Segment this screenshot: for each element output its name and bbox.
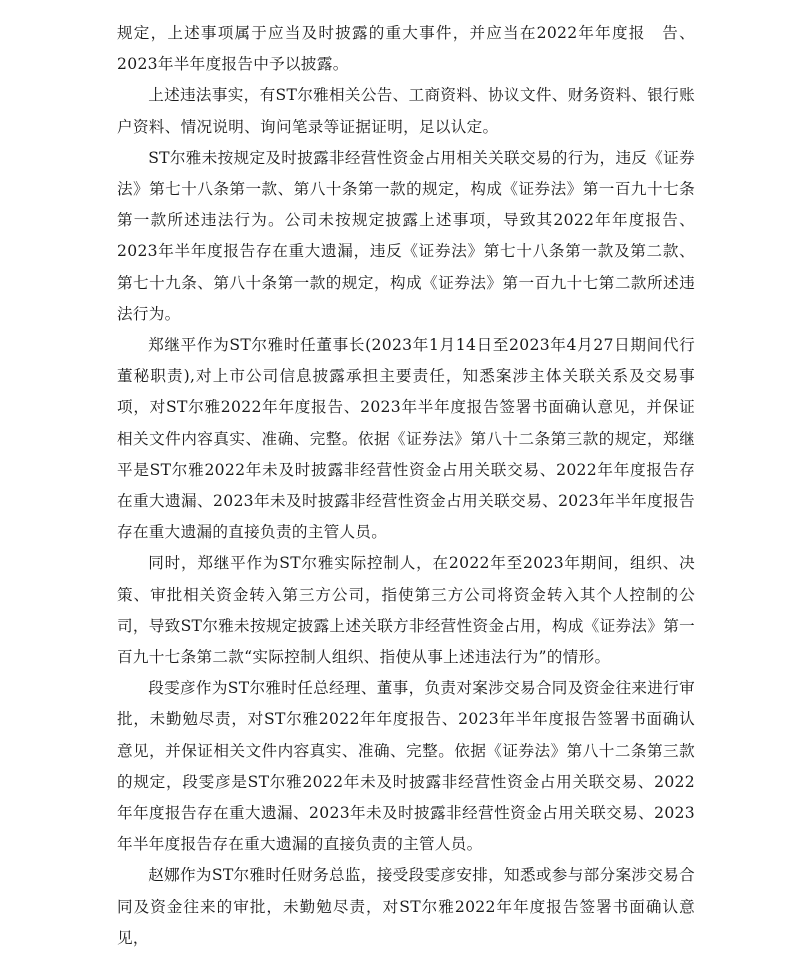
document-page — [117, 18, 695, 954]
paragraph-general-manager-responsibility: 段雯彦作为ST尔雅时任总经理、董事，负责对案涉交易合同及资金往来进行审批，未勤勉尽责，对ST尔雅2022年年度报告、2023年半年度报告签署书面确认意见，并保证相关文件内容真实、准确、完整。依据《证券法》第八十二条第三款的规定，段雯彦是ST尔雅2022年未及时披露非经营性资金占用关联交易、2022年年度报告存在重大遗漏、2023年未及时披露非经营性资金占用关联交易、2023年半年度报告存在重大遗漏的直接负责的主管人员。 — [117, 679, 695, 854]
paragraph-disclosure-obligation: 规定，上述事项属于应当及时披露的重大事件，并应当在2022年年度报 告、2023年半年度报告中予以披露。 — [117, 24, 695, 74]
paragraph-controller-responsibility: 同时，郑继平作为ST尔雅实际控制人，在2022年至2023年期间，组织、决策、审批相关资金转入第三方公司，指使第三方公司将资金转入其个人控制的公司，导致ST尔雅未按规定披露上述关联方非经营性资金占用，构成《证券法》第一百九十七条第二款“实际控制人组织、指使从事上述违法行为”的情形。 — [117, 554, 695, 667]
paragraph-evidence: 上述违法事实，有ST尔雅相关公告、工商资料、协议文件、财务资料、银行账户资料、情况说明、询问笔录等证据证明，足以认定。 — [117, 86, 695, 136]
paragraph-company-violation: ST尔雅未按规定及时披露非经营性资金占用相关关联交易的行为，违反《证券法》第七十八条第一款、第八十条第一款的规定，构成《证券法》第一百九十七条第一款所述违法行为。公司未按规定披露上述事项，导致其2022年年度报告、2023年半年度报告存在重大遗漏，违反《证券法》第七十八条第一款及第二款、第七十九条、第八十条第一款的规定，构成《证券法》第一百九十七第二款所述违法行为。 — [117, 148, 695, 323]
paragraph-cfo-responsibility: 赵娜作为ST尔雅时任财务总监，接受段雯彦安排，知悉或参与部分案涉交易合同及资金往来的审批，未勤勉尽责，对ST尔雅2022年年度报告签署书面确认意见， — [117, 866, 695, 947]
paragraph-chairman-responsibility: 郑继平作为ST尔雅时任董事长(2023年1月14日至2023年4月27日期间代行董秘职责),对上市公司信息披露承担主要责任，知悉案涉主体关联关系及交易事项，对ST尔雅2022年年度报告、2023年半年度报告签署书面确认意见，并保证相关文件内容真实、准确、完整。依据《证券法》第八十二条第三款的规定，郑继平是ST尔雅2022年未及时披露非经营性资金占用关联交易、2022年年度报告存在重大遗漏、2023年未及时披露非经营性资金占用关联交易、2023年半年度报告存在重大遗漏的直接负责的主管人员。 — [117, 336, 695, 542]
